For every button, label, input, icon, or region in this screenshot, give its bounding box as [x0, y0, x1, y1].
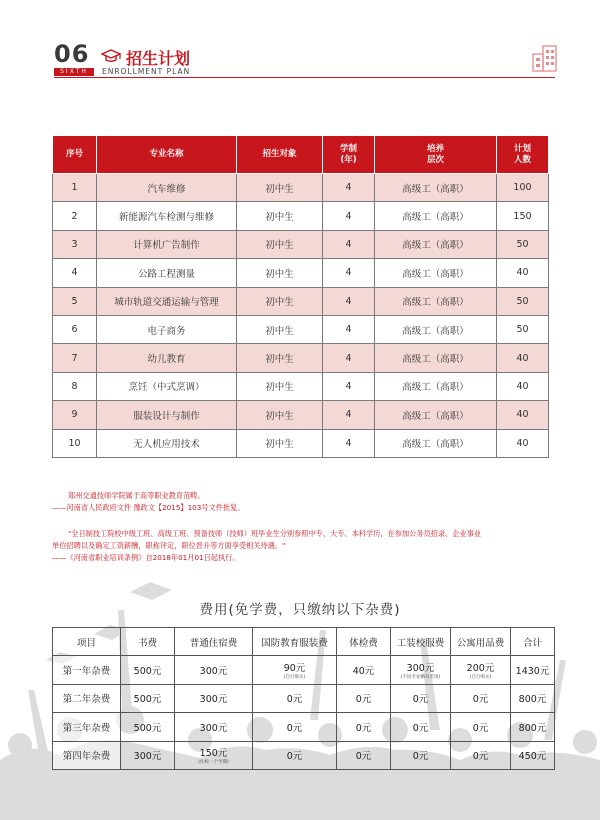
fees-title: 费用(免学费，只缴纳以下杂费) — [199, 602, 401, 618]
col-target: 招生对象 — [237, 136, 323, 174]
table-cell: 100 — [497, 174, 549, 202]
enrollment-table — [52, 135, 549, 458]
cell-value: 人数 — [513, 154, 531, 165]
cell-value: 学制 — [339, 143, 357, 154]
table-cell: 初中生 — [237, 230, 323, 258]
table-cell: 4 — [323, 174, 375, 202]
table-cell: 初中生 — [237, 315, 323, 343]
fees-table — [52, 627, 555, 770]
table-cell: 高级工（高职） — [375, 344, 497, 372]
table-row — [53, 315, 549, 343]
table-cell: 800元 — [511, 713, 555, 742]
table-cell: 高级工（高职） — [375, 429, 497, 457]
table-header-row — [53, 136, 549, 174]
fee-col-item: 项目 — [53, 628, 121, 656]
table-cell: 1 — [53, 174, 97, 202]
table-cell: 0元 — [391, 741, 451, 770]
page-header — [40, 40, 560, 80]
table-cell — [253, 656, 337, 685]
table-cell: 0元 — [451, 713, 511, 742]
header-divider — [54, 77, 555, 78]
table-cell: 0元 — [337, 741, 391, 770]
table-cell: 初中生 — [237, 429, 323, 457]
note-line: ——河南省人民政府文件 豫政文【2015】103号文件批复。 — [52, 503, 245, 512]
table-cell: 第四年杂费 — [53, 741, 121, 770]
table-cell: 50 — [497, 230, 549, 258]
table-cell: 0元 — [337, 684, 391, 713]
table-cell: 初中生 — [237, 287, 323, 315]
table-cell: 40 — [497, 344, 549, 372]
cell-value: 层次 — [426, 154, 444, 165]
table-cell: 高级工（高职） — [375, 372, 497, 400]
table-cell: 4 — [323, 344, 375, 372]
table-row — [53, 259, 549, 287]
table-cell — [451, 656, 511, 685]
table-cell: 40 — [497, 259, 549, 287]
table-cell: 40 — [497, 429, 549, 457]
table-cell: 高级工（高职） — [375, 315, 497, 343]
table-cell: 300元 — [121, 741, 175, 770]
fee-col-uniform: 国防教育服装费 — [253, 628, 337, 656]
table-cell: 50 — [497, 315, 549, 343]
fee-col-work: 工装校服费 — [391, 628, 451, 656]
table-cell: 无人机应用技术 — [97, 429, 237, 457]
section-number: 06 — [54, 40, 90, 68]
table-row — [53, 344, 549, 372]
graduation-cap-icon — [101, 49, 121, 63]
table-row — [53, 287, 549, 315]
table-cell: 40 — [497, 401, 549, 429]
table-cell: 服装设计与制作 — [97, 401, 237, 429]
fee-col-lodging: 普通住宿费 — [175, 628, 253, 656]
table-cell: 4 — [323, 429, 375, 457]
table-cell: 40元 — [337, 656, 391, 685]
cell-note: (住校一个学期) — [198, 760, 229, 766]
col-years — [323, 136, 375, 174]
table-cell: 高级工（高职） — [375, 174, 497, 202]
table-row — [53, 429, 549, 457]
table-cell: 0元 — [337, 713, 391, 742]
fee-col-exam: 体检费 — [337, 628, 391, 656]
table-cell: 40 — [497, 372, 549, 400]
table-cell: 4 — [323, 202, 375, 230]
table-cell: 50 — [497, 287, 549, 315]
table-cell — [391, 656, 451, 685]
table-cell: 500元 — [121, 684, 175, 713]
table-cell: 0元 — [253, 713, 337, 742]
fee-col-apt: 公寓用品费 — [451, 628, 511, 656]
table-cell: 第三年杂费 — [53, 713, 121, 742]
table-row — [53, 174, 549, 202]
table-cell: 8 — [53, 372, 97, 400]
table-cell: 计算机广告制作 — [97, 230, 237, 258]
table-cell: 4 — [323, 287, 375, 315]
policy-notes — [52, 490, 562, 564]
col-level — [375, 136, 497, 174]
table-cell: 500元 — [121, 713, 175, 742]
table-row — [53, 401, 549, 429]
table-cell: 300元 — [175, 684, 253, 713]
table-cell: 0元 — [391, 713, 451, 742]
table-cell: 幼儿教育 — [97, 344, 237, 372]
table-cell: 3 — [53, 230, 97, 258]
table-row — [53, 202, 549, 230]
table-cell: 7 — [53, 344, 97, 372]
table-cell: 4 — [53, 259, 97, 287]
cell-note: (自行购买) — [469, 674, 492, 680]
table-cell: 新能源汽车检测与维修 — [97, 202, 237, 230]
table-cell — [175, 741, 253, 770]
table-cell: 500元 — [121, 656, 175, 685]
table-cell: 2 — [53, 202, 97, 230]
cell-value: 150元 — [199, 748, 228, 760]
table-cell: 4 — [323, 315, 375, 343]
table-cell: 4 — [323, 372, 375, 400]
cell-value: (年) — [340, 154, 357, 165]
cell-value: 计划 — [513, 143, 531, 154]
building-icon — [532, 44, 560, 72]
table-cell: 4 — [323, 259, 375, 287]
table-cell: 0元 — [451, 684, 511, 713]
cell-value: 200元 — [466, 662, 495, 674]
table-row — [53, 372, 549, 400]
table-cell: 城市轨道交通运输与管理 — [97, 287, 237, 315]
table-cell: 高级工（高职） — [375, 230, 497, 258]
fee-col-total: 合计 — [511, 628, 555, 656]
page-title: 招生计划 — [126, 49, 191, 68]
cell-value: 90元 — [283, 662, 306, 674]
cell-note: (自行购买) — [283, 674, 306, 680]
table-cell: 初中生 — [237, 202, 323, 230]
table-cell: 150 — [497, 202, 549, 230]
table-cell: 烹饪（中式烹调） — [97, 372, 237, 400]
table-row — [53, 684, 555, 713]
col-seq: 序号 — [53, 136, 97, 174]
note-line: ——《河南省职业培训条例》自2018年01月01日起执行。 — [52, 553, 240, 562]
table-cell: 初中生 — [237, 259, 323, 287]
col-plan — [497, 136, 549, 174]
table-cell: 4 — [323, 401, 375, 429]
table-cell: 汽车维修 — [97, 174, 237, 202]
table-row — [53, 230, 549, 258]
table-cell: 1430元 — [511, 656, 555, 685]
table-cell: 公路工程测量 — [97, 259, 237, 287]
table-cell: 第一年杂费 — [53, 656, 121, 685]
table-cell: 0元 — [253, 741, 337, 770]
table-cell: 5 — [53, 287, 97, 315]
table-cell: 高级工（高职） — [375, 287, 497, 315]
fee-col-book: 书费 — [121, 628, 175, 656]
table-cell: 0元 — [391, 684, 451, 713]
table-cell: 300元 — [175, 656, 253, 685]
table-row — [53, 656, 555, 685]
table-cell: 9 — [53, 401, 97, 429]
table-cell: 初中生 — [237, 401, 323, 429]
table-cell: 10 — [53, 429, 97, 457]
section-number-sub: SIXTH — [54, 68, 94, 76]
cell-note: (不同专业略有差别) — [400, 674, 441, 680]
table-cell: 高级工（高职） — [375, 259, 497, 287]
page-title-en: ENROLLMENT PLAN — [102, 67, 191, 76]
note-line: 单位招聘以及确定工资薪酬，职称评定，职位晋升等方面享受相关待遇。" — [52, 541, 286, 550]
note-line: 郑州交通技师学院属于高等职业教育范畴。 — [68, 491, 205, 500]
table-row — [53, 713, 555, 742]
cell-value: 300元 — [406, 662, 435, 674]
table-cell: 第二年杂费 — [53, 684, 121, 713]
table-cell: 4 — [323, 230, 375, 258]
table-cell: 初中生 — [237, 174, 323, 202]
table-header-row — [53, 628, 555, 656]
col-major: 专业名称 — [97, 136, 237, 174]
table-cell: 300元 — [175, 713, 253, 742]
table-cell: 6 — [53, 315, 97, 343]
table-cell: 初中生 — [237, 344, 323, 372]
table-cell: 0元 — [451, 741, 511, 770]
table-cell: 450元 — [511, 741, 555, 770]
note-line: "全日制技工院校中级工班、高级工班、预备技师（技师）班毕业生分别参照中专、大专、本科学历，在参加公务员招录、企业事业 — [68, 529, 481, 538]
table-row — [53, 741, 555, 770]
cell-value: 培养 — [426, 143, 444, 154]
table-cell: 高级工（高职） — [375, 202, 497, 230]
table-cell: 高级工（高职） — [375, 401, 497, 429]
table-cell: 0元 — [253, 684, 337, 713]
table-cell: 800元 — [511, 684, 555, 713]
table-cell: 电子商务 — [97, 315, 237, 343]
table-cell: 初中生 — [237, 372, 323, 400]
